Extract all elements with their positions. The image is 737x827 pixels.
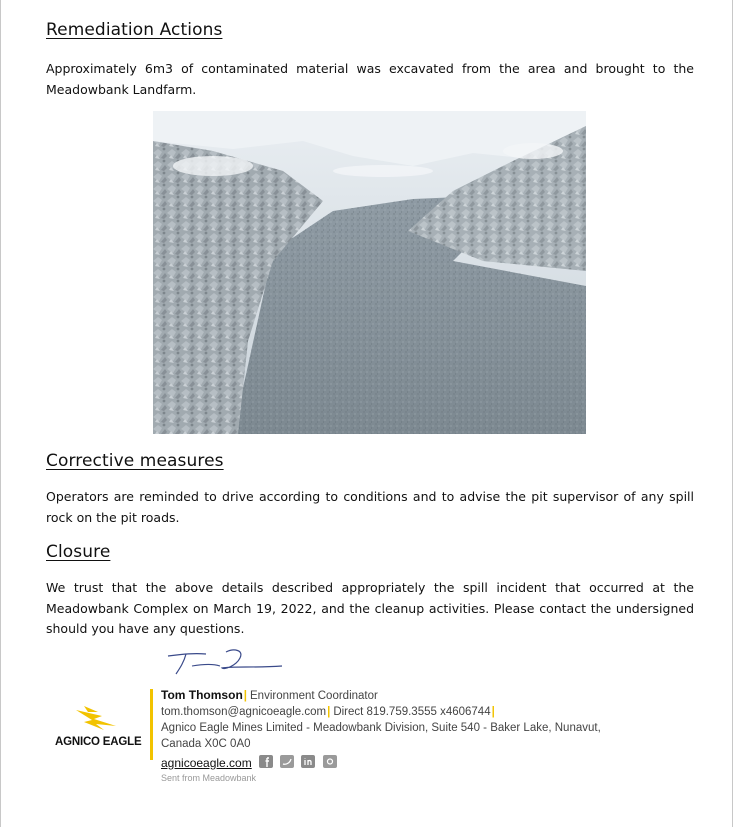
separator: |: [327, 706, 331, 718]
signature-accent-bar: [150, 689, 153, 760]
website-link[interactable]: agnicoeagle.com: [161, 756, 252, 770]
email-signature: [161, 687, 601, 784]
heading-corrective-measures: Corrective measures: [46, 451, 224, 471]
address-line-2: Canada X0C 0A0: [161, 738, 251, 750]
corrective-paragraph: Operators are reminded to drive according to conditions and to advise the pit supervisor of any spill rock on the pit roads.: [46, 489, 694, 525]
signer-direct-phone: Direct 819.759.3555 x4606744: [333, 706, 491, 718]
heading-closure: Closure: [46, 542, 111, 562]
address-line-1: Agnico Eagle Mines Limited - Meadowbank Division, Suite 540 - Baker Lake, Nunavut,: [161, 722, 601, 734]
heading-remediation-actions: Remediation Actions: [46, 20, 223, 40]
instagram-icon[interactable]: [323, 755, 337, 768]
signer-title: Environment Coordinator: [250, 690, 378, 702]
separator: |: [243, 690, 247, 702]
signer-name: Tom Thomson: [161, 688, 243, 702]
remediation-paragraph: Approximately 6m3 of contaminated material was excavated from the area and brought to the Meadowbank Landfarm.: [46, 61, 694, 97]
pit-road-photo: [153, 111, 586, 434]
closure-paragraph: We trust that the above details described appropriately the spill incident that occurred at the Meadowbank Complex on March 19, 2022, and the cleanup activities. Please contact the undersigned should you have any questions.: [46, 580, 694, 636]
twitter-icon[interactable]: [280, 755, 294, 768]
sent-from-note: Sent from Meadowbank: [161, 773, 257, 783]
facebook-icon[interactable]: [259, 755, 273, 768]
separator: |: [491, 706, 495, 718]
logo-text: AGNICO EAGLE: [55, 736, 142, 748]
signer-email[interactable]: tom.thomson@agnicoeagle.com: [161, 706, 327, 718]
handwritten-signature: [164, 644, 284, 680]
linkedin-icon[interactable]: [301, 755, 315, 768]
